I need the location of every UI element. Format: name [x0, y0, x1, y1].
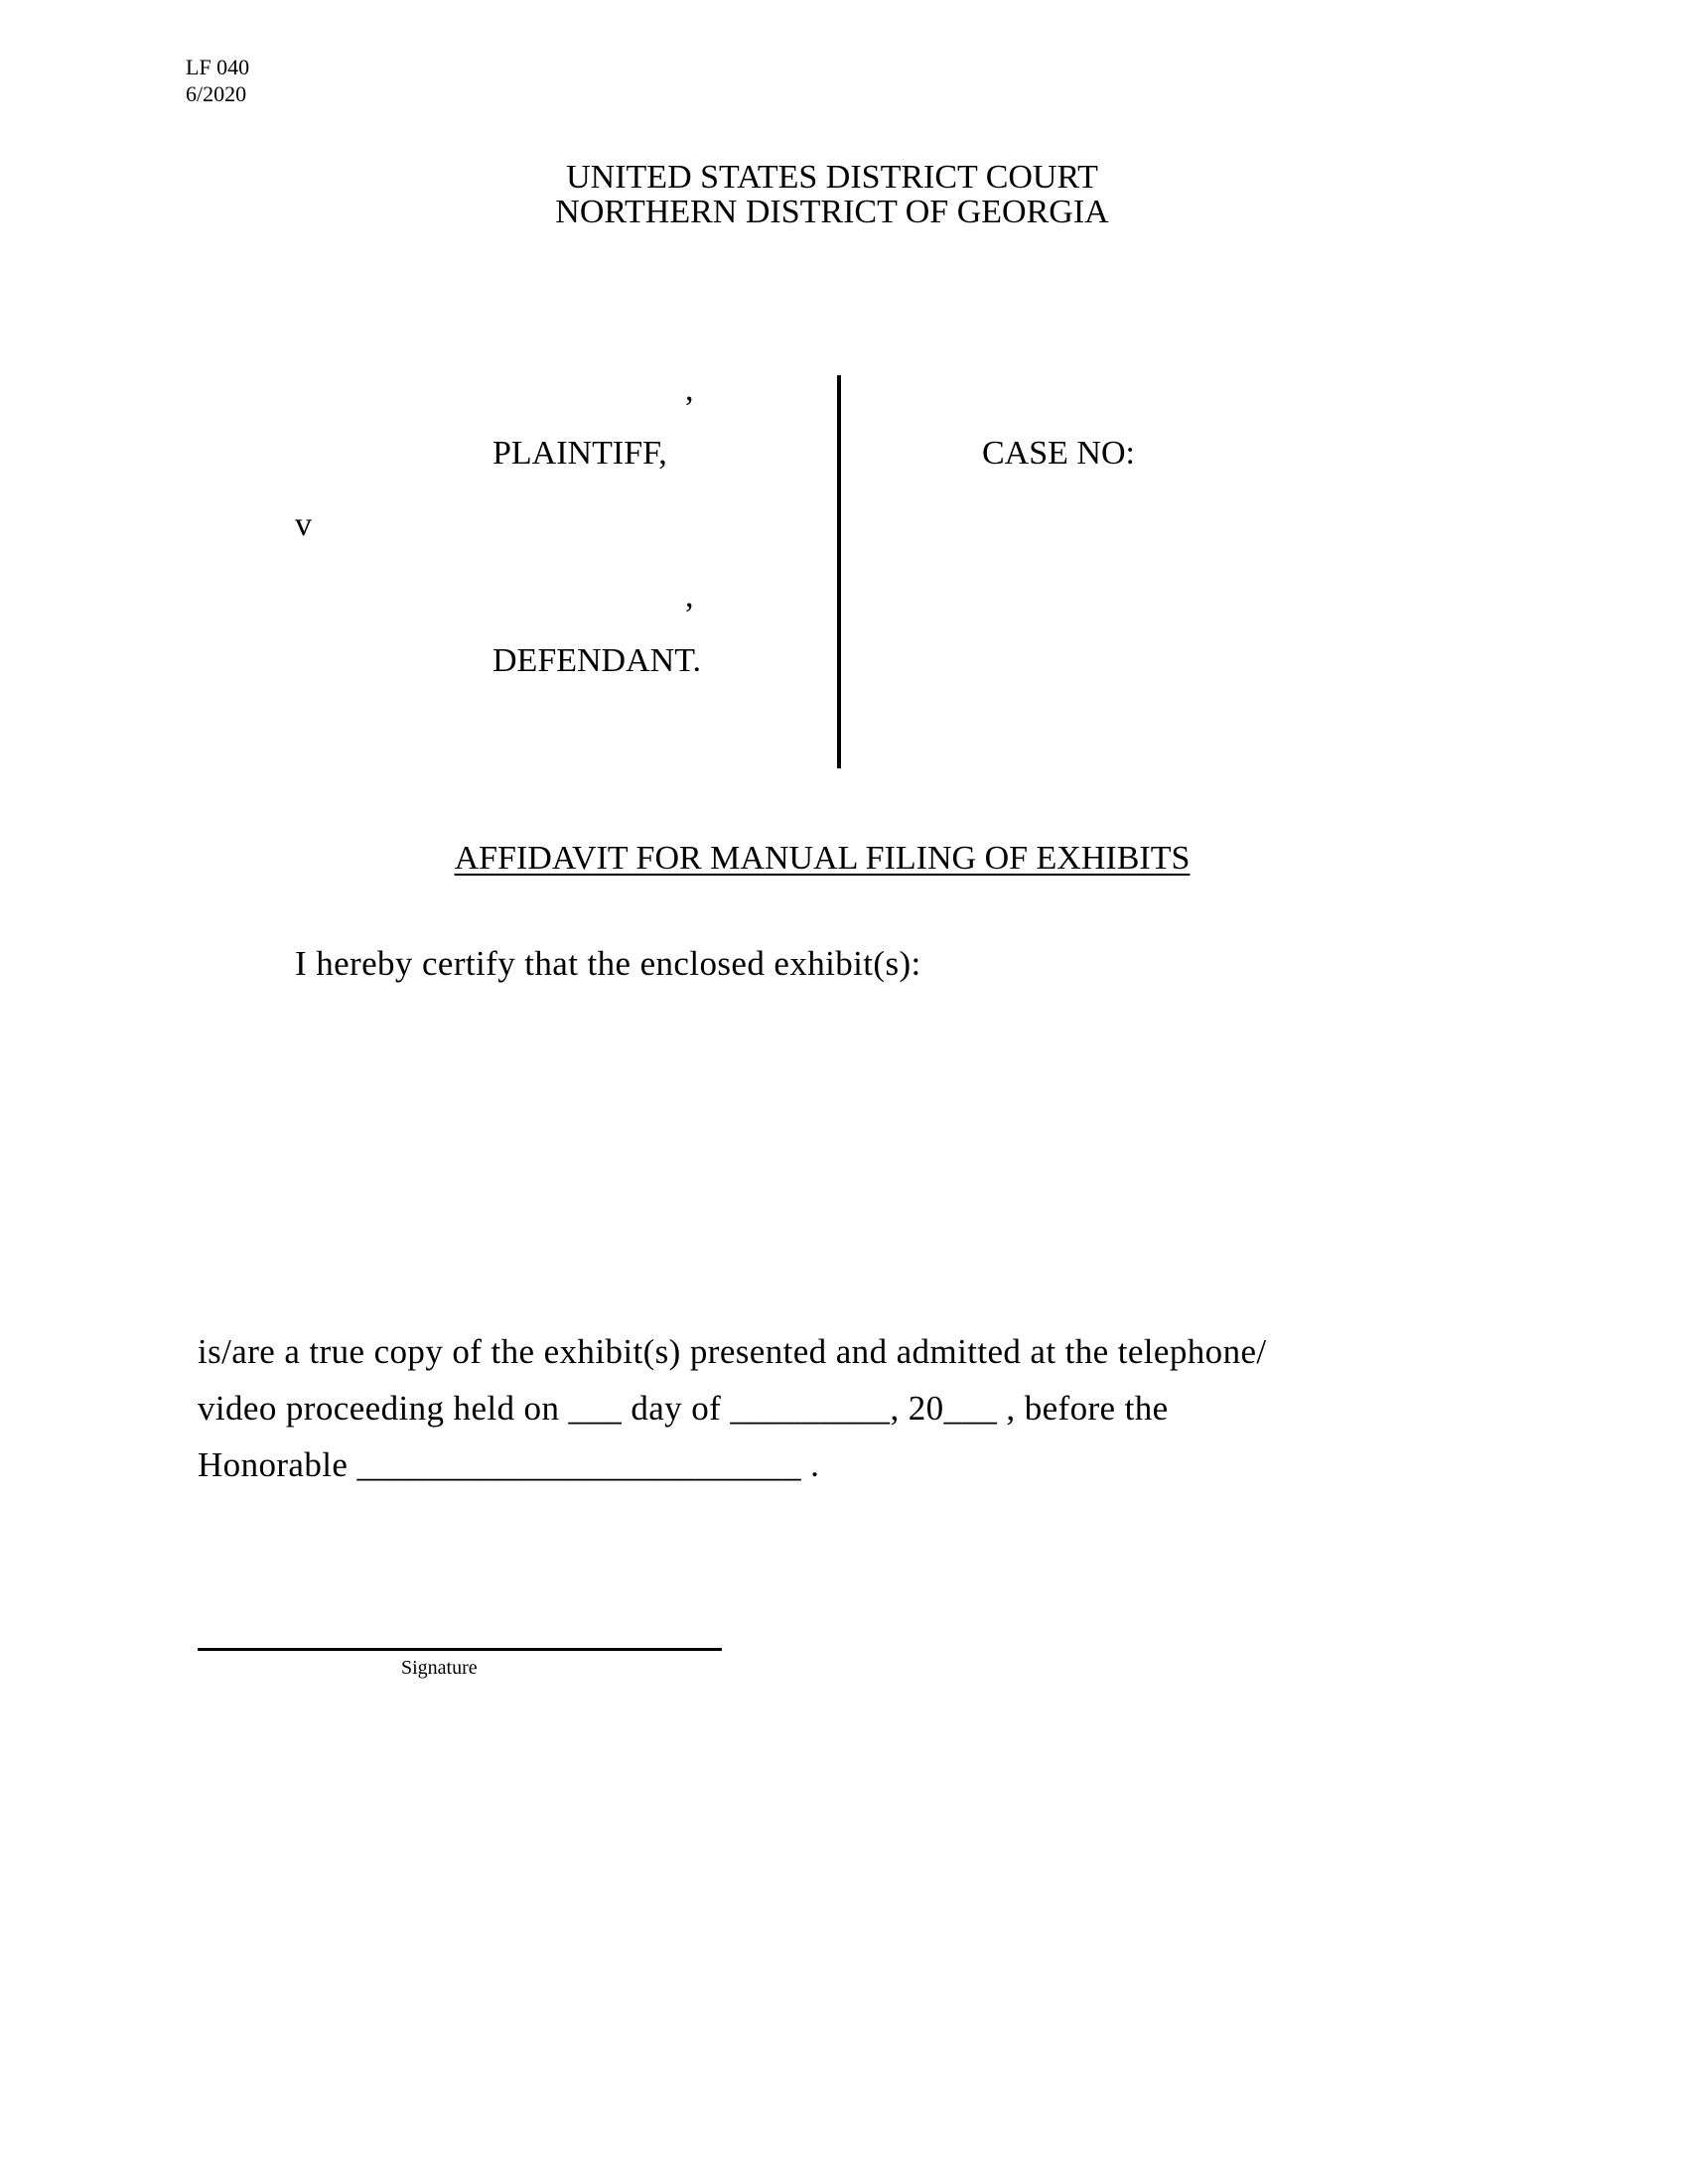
body-line-2: video proceeding held on ___ day of _________, 20___ , before the	[198, 1389, 1169, 1428]
body-line-3: Honorable _________________________ .	[198, 1445, 820, 1484]
court-name: UNITED STATES DISTRICT COURT	[566, 159, 1098, 196]
court-district: NORTHERN DISTRICT OF GEORGIA	[555, 194, 1109, 230]
document-title: AFFIDAVIT FOR MANUAL FILING OF EXHIBITS	[454, 840, 1191, 877]
form-code: LF 040	[186, 55, 250, 79]
plaintiff-label: PLAINTIFF,	[492, 435, 667, 472]
case-no-label: CASE NO:	[982, 435, 1135, 472]
versus: v	[295, 506, 312, 543]
form-revision: 6/2020	[186, 81, 247, 106]
signature-line	[198, 1648, 722, 1651]
signature-label: Signature	[401, 1657, 478, 1679]
plaintiff-comma: ,	[685, 371, 694, 408]
body-line-1: is/are a true copy of the exhibit(s) presented and admitted at the telephone/	[198, 1332, 1267, 1371]
defendant-label: DEFENDANT.	[492, 642, 701, 679]
caption-divider	[837, 375, 841, 768]
defendant-comma: ,	[685, 578, 694, 614]
intro-text: I hereby certify that the enclosed exhibit(s):	[295, 944, 921, 983]
